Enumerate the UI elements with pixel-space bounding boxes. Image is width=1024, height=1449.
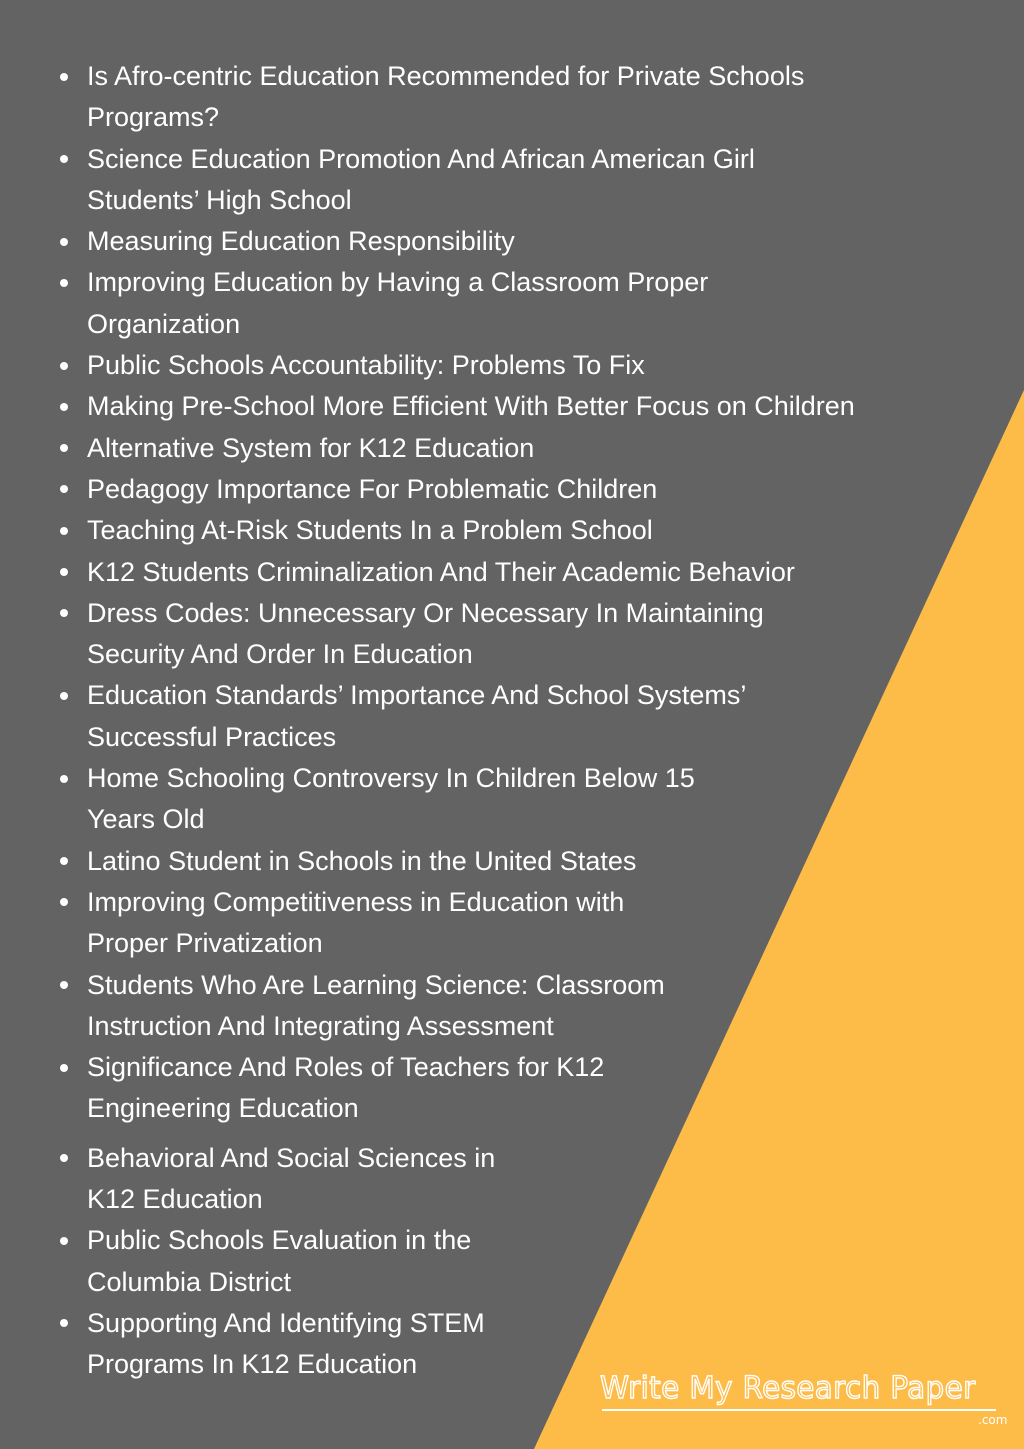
topic-line: Improving Competitiveness in Education with [87, 886, 625, 917]
topic-line: Home Schooling Controversy In Children Below 15 [87, 763, 695, 794]
topic-line: Latino Student in Schools in the United States [87, 845, 637, 876]
topic-list [58, 56, 988, 1386]
topic-line: Programs? [87, 102, 220, 133]
topic-line: Organization [87, 308, 241, 339]
list-item [58, 1138, 988, 1221]
topic-line: Pedagogy Importance For Problematic Children [87, 473, 658, 504]
topic-line: Measuring Education Responsibility [87, 226, 515, 257]
topic-line: Science Education Promotion And African American Girl [87, 143, 755, 174]
brand-logo [600, 1369, 1010, 1439]
list-item [58, 593, 988, 676]
topic-line: Security And Order In Education [87, 639, 473, 670]
topic-line: Engineering Education [87, 1093, 359, 1124]
topic-line: Is Afro-centric Education Recommended for Private Schools [87, 61, 805, 91]
topic-line: Making Pre-School More Efficient With Better Focus on Children [87, 391, 855, 422]
topic-line: Successful Practices [87, 721, 337, 752]
topic-line: Years Old [87, 804, 205, 835]
topic-line: Public Schools Accountability: Problems To Fix [87, 350, 645, 381]
topic-line: Alternative System for K12 Education [87, 432, 535, 463]
topic-line: K12 Education [87, 1184, 263, 1215]
list-item [58, 758, 988, 841]
list-item [58, 1220, 988, 1303]
list-item [58, 386, 988, 427]
topic-line: Students Who Are Learning Science: Classroom [87, 969, 665, 1000]
list-item [58, 675, 988, 758]
list-item [58, 428, 988, 469]
list-item [58, 56, 988, 139]
list-item [58, 841, 988, 882]
topic-line: Students’ High School [87, 184, 352, 215]
list-item [58, 221, 988, 262]
topic-line: Dress Codes: Unnecessary Or Necessary In Maintaining [87, 597, 764, 628]
topic-line: Columbia District [87, 1266, 292, 1297]
topic-line: Proper Privatization [87, 928, 323, 959]
topic-line: Education Standards’ Importance And School Systems’ [87, 680, 747, 711]
topic-line: Teaching At-Risk Students In a Problem School [87, 515, 653, 546]
list-item [58, 345, 988, 386]
list-item [58, 965, 988, 1048]
topic-line: Improving Education by Having a Classroom Proper [87, 267, 709, 298]
brand-name: Write My Research Paper [600, 1371, 976, 1406]
list-item [58, 262, 988, 345]
list-item [58, 510, 988, 551]
list-item [58, 1047, 988, 1130]
topic-line: Programs In K12 Education [87, 1349, 418, 1380]
list-item [58, 139, 988, 222]
brand-underline [602, 1409, 996, 1411]
brand-suffix: .com [978, 1413, 1008, 1427]
list-item [58, 469, 988, 510]
topic-line: Behavioral And Social Sciences in [87, 1142, 496, 1173]
topic-line: K12 Students Criminalization And Their Academic Behavior [87, 556, 795, 587]
list-item [58, 552, 988, 593]
topic-line: Public Schools Evaluation in the [87, 1225, 472, 1256]
list-item [58, 882, 988, 965]
topic-line: Instruction And Integrating Assessment [87, 1010, 554, 1041]
topic-line: Supporting And Identifying STEM [87, 1307, 485, 1338]
topic-line: Significance And Roles of Teachers for K12 [87, 1052, 605, 1083]
